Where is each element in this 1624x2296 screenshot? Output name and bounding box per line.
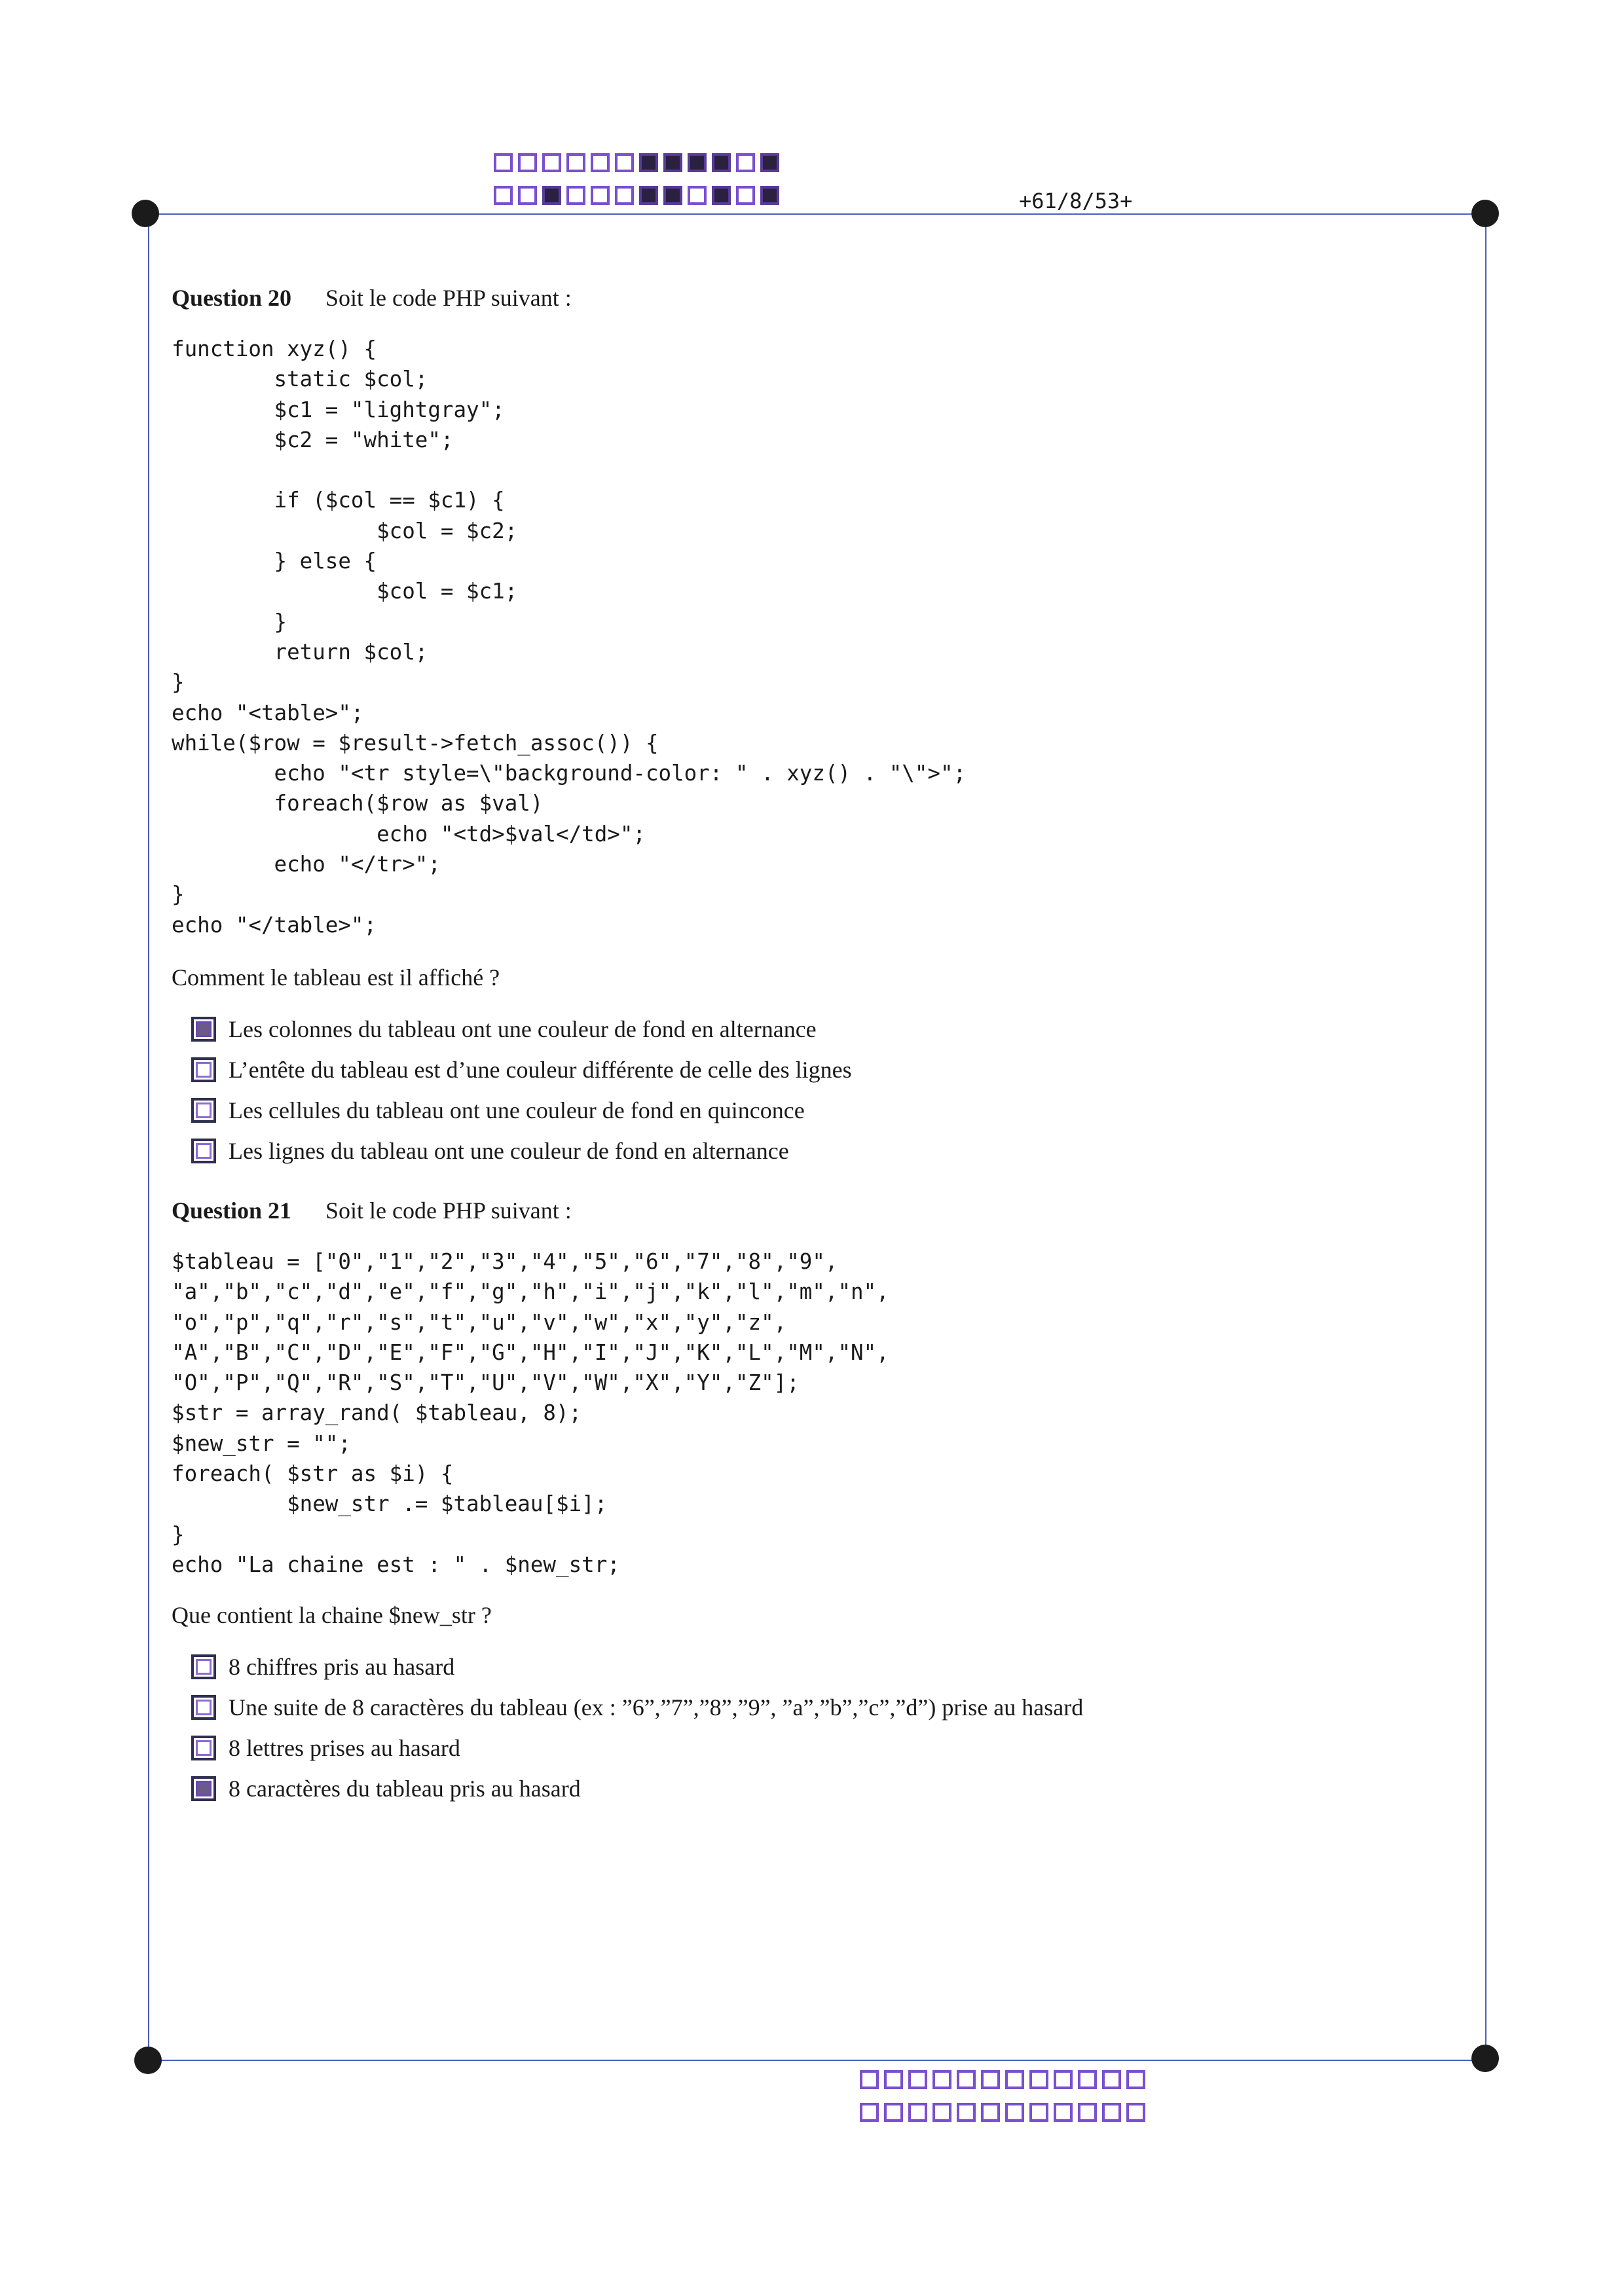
question-21-prompt: Que contient la chaine $new_str ? bbox=[172, 1602, 492, 1628]
code-cell bbox=[688, 153, 707, 172]
corner-marker-top-right bbox=[1471, 200, 1499, 227]
answer-checkbox[interactable] bbox=[191, 1017, 216, 1042]
code-cell bbox=[1029, 2103, 1048, 2122]
code-cell bbox=[860, 2070, 879, 2089]
code-cell bbox=[712, 153, 731, 172]
answer-option[interactable] bbox=[191, 1014, 817, 1044]
answer-text: Une suite de 8 caractères du tableau (ex : ”6”,”7”,”8”,”9”, ”a”,”b”,”c”,”d”) prise au hasard bbox=[229, 1694, 1084, 1721]
code-cell bbox=[1102, 2103, 1121, 2122]
code-cell bbox=[981, 2103, 1000, 2122]
top-id-code-row bbox=[494, 153, 784, 172]
question-intro: Soit le code PHP suivant : bbox=[325, 285, 572, 311]
answer-checkbox[interactable] bbox=[191, 1776, 216, 1801]
frame-left-line bbox=[148, 213, 149, 2061]
frame-right-line bbox=[1485, 213, 1486, 2061]
answer-checkbox[interactable] bbox=[191, 1139, 216, 1163]
top-id-code-row bbox=[494, 186, 784, 205]
code-cell bbox=[736, 186, 755, 205]
top-id-code bbox=[494, 153, 795, 212]
code-cell bbox=[932, 2070, 951, 2089]
answer-text: 8 lettres prises au hasard bbox=[229, 1735, 460, 1761]
code-cell bbox=[957, 2070, 976, 2089]
frame-bottom-line bbox=[148, 2060, 1485, 2061]
code-cell bbox=[566, 153, 585, 172]
answer-option[interactable] bbox=[191, 1055, 852, 1085]
code-cell bbox=[1078, 2103, 1097, 2122]
code-cell bbox=[884, 2103, 903, 2122]
answer-option[interactable] bbox=[191, 1136, 789, 1166]
code-cell bbox=[663, 153, 682, 172]
answer-checkbox[interactable] bbox=[191, 1654, 216, 1679]
answer-checkbox[interactable] bbox=[191, 1695, 216, 1720]
question-label: Question 21 bbox=[172, 1197, 292, 1224]
code-cell bbox=[908, 2103, 927, 2122]
code-cell bbox=[1029, 2070, 1048, 2089]
code-cell bbox=[1102, 2070, 1121, 2089]
code-cell bbox=[957, 2103, 976, 2122]
code-cell bbox=[1054, 2103, 1073, 2122]
answer-text: 8 chiffres pris au hasard bbox=[229, 1654, 455, 1680]
code-cell bbox=[518, 153, 537, 172]
code-cell bbox=[1005, 2070, 1024, 2089]
code-cell bbox=[712, 186, 731, 205]
code-cell bbox=[663, 186, 682, 205]
question-21-heading bbox=[172, 1197, 572, 1224]
answer-text: 8 caractères du tableau pris au hasard bbox=[229, 1776, 581, 1802]
question-21-code: $tableau = ["0","1","2","3","4","5","6","7","8","9", "a","b","c","d","e","f","g","h","i","j","k","l","m","n", "o","p","q","r","s","t","u","v","w","x","y","z", "A","B","C","D","E","F","G","H","I","J","K","L","M","N", "O","P","Q","R","S","T","U","V","W","X","Y","Z"]; $str = array_rand( $tableau, 8); $new_str = ""; foreach( $str as $i) { $new_str .= $tableau[$i]; } echo "La chaine est : " . $new_str; bbox=[172, 1249, 889, 1577]
code-cell bbox=[884, 2070, 903, 2089]
answer-text: Les colonnes du tableau ont une couleur de fond en alternance bbox=[229, 1016, 817, 1042]
answer-option[interactable] bbox=[191, 1692, 1083, 1722]
code-cell bbox=[591, 153, 610, 172]
bottom-id-code-row bbox=[860, 2070, 1151, 2089]
bottom-id-code bbox=[860, 2070, 1161, 2129]
code-cell bbox=[542, 153, 561, 172]
code-cell bbox=[860, 2103, 879, 2122]
answer-text: Les lignes du tableau ont une couleur de fond en alternance bbox=[229, 1138, 789, 1164]
question-20-heading bbox=[172, 284, 572, 312]
answer-option[interactable] bbox=[191, 1733, 460, 1763]
question-20-prompt: Comment le tableau est il affiché ? bbox=[172, 964, 500, 991]
answer-option[interactable] bbox=[191, 1652, 454, 1682]
answer-checkbox[interactable] bbox=[191, 1057, 216, 1082]
corner-marker-top-left bbox=[132, 200, 159, 227]
question-intro: Soit le code PHP suivant : bbox=[325, 1197, 572, 1224]
corner-marker-bottom-left bbox=[134, 2047, 162, 2074]
code-cell bbox=[760, 153, 779, 172]
question-20-code: function xyz() { static $col; $c1 = "lightgray"; $c2 = "white"; if ($col == $c1) { $col = $c2; } else { $col = $c1; } return $col; } echo "<table>"; while($row = $result->fetch_assoc()) { echo "<tr style=\"background-color: " . xyz() . "\">"; foreach($row as $val) echo "<td>$val</td>"; echo "</tr>"; } echo "</table>"; bbox=[172, 337, 967, 938]
code-cell bbox=[1126, 2103, 1145, 2122]
code-cell bbox=[518, 186, 537, 205]
question-label: Question 20 bbox=[172, 285, 292, 311]
code-cell bbox=[566, 186, 585, 205]
answer-checkbox[interactable] bbox=[191, 1098, 216, 1123]
code-cell bbox=[1005, 2103, 1024, 2122]
code-cell bbox=[981, 2070, 1000, 2089]
answer-checkbox[interactable] bbox=[191, 1736, 216, 1760]
answer-text: Les cellules du tableau ont une couleur de fond en quinconce bbox=[229, 1097, 805, 1123]
code-cell bbox=[615, 186, 634, 205]
code-cell bbox=[908, 2070, 927, 2089]
page-id: +61/8/53+ bbox=[1019, 189, 1133, 213]
code-cell bbox=[591, 186, 610, 205]
code-cell bbox=[1078, 2070, 1097, 2089]
answer-option[interactable] bbox=[191, 1774, 581, 1804]
corner-marker-bottom-right bbox=[1471, 2045, 1499, 2072]
code-cell bbox=[760, 186, 779, 205]
code-cell bbox=[494, 153, 513, 172]
code-cell bbox=[494, 186, 513, 205]
code-cell bbox=[736, 153, 755, 172]
code-cell bbox=[639, 153, 658, 172]
answer-text: L’entête du tableau est d’une couleur différente de celle des lignes bbox=[229, 1057, 852, 1083]
code-cell bbox=[688, 186, 707, 205]
code-cell bbox=[1054, 2070, 1073, 2089]
code-cell bbox=[542, 186, 561, 205]
code-cell bbox=[932, 2103, 951, 2122]
bottom-id-code-row bbox=[860, 2103, 1151, 2122]
answer-option[interactable] bbox=[191, 1095, 805, 1125]
frame-top-line bbox=[148, 213, 1485, 215]
code-cell bbox=[1126, 2070, 1145, 2089]
code-cell bbox=[639, 186, 658, 205]
code-cell bbox=[615, 153, 634, 172]
